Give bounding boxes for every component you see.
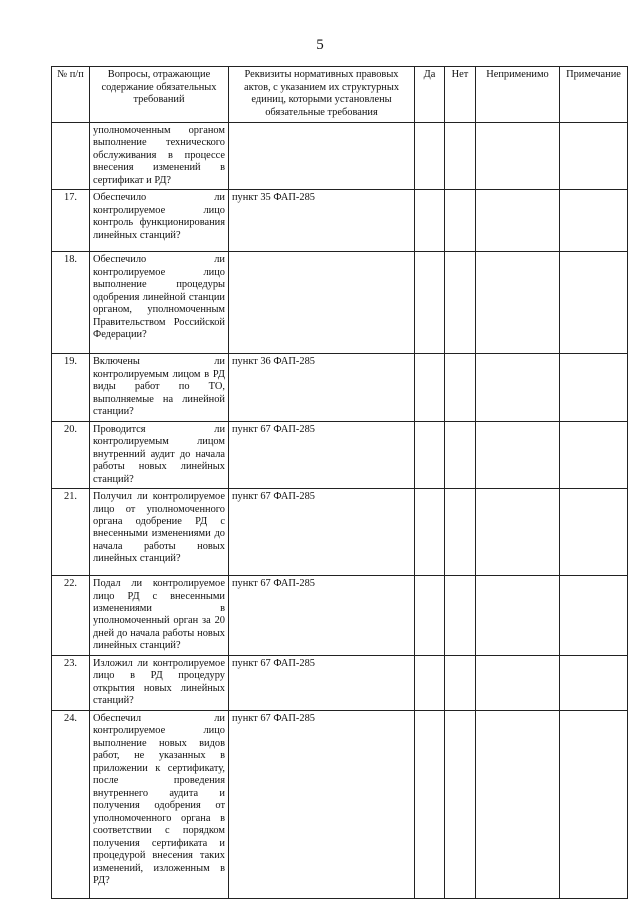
- table-row: [52, 421, 628, 488]
- cell-question: Изложил ли контролируемое лицо в РД процедуру открытия новых линейных станций?: [90, 655, 229, 710]
- cell-num: 23.: [52, 655, 90, 710]
- cell-not-applicable: [476, 122, 560, 189]
- cell-num: 20.: [52, 421, 90, 488]
- cell-no: [445, 489, 476, 576]
- cell-reference: [229, 122, 415, 189]
- cell-no: [445, 655, 476, 710]
- header-yes: Да: [415, 67, 445, 123]
- cell-not-applicable: [476, 252, 560, 354]
- cell-not-applicable: [476, 655, 560, 710]
- cell-note: [560, 710, 628, 898]
- cell-question: Получил ли контролируемое лицо от уполномоченного органа одобрение РД с внесенными изменениями до начала работы новых линейных станций?: [90, 489, 229, 576]
- cell-no: [445, 190, 476, 252]
- cell-question: Обеспечил ли контролируемое лицо выполнение новых видов работ, не указанных в приложении к сертификату, после проведения внутреннего аудита и получения одобрения от уполномоченного органа в соответствии с порядком получения сертификата и процедурой внесения таких изменений, изложенным в РД?: [90, 710, 229, 898]
- cell-question: Проводится ли контролируемым лицом внутренний аудит до начала работы новых линейных станций?: [90, 421, 229, 488]
- table-row: [52, 489, 628, 576]
- cell-not-applicable: [476, 576, 560, 656]
- cell-question: уполномоченным органом выполнение технического обслуживания в процессе внесения изменений в сертификат и РД?: [90, 122, 229, 189]
- cell-question: Обеспечило ли контролируемое лицо выполнение процедуры одобрения линейной станции органом, уполномоченным Правительством Российской Федерации?: [90, 252, 229, 354]
- cell-num: 21.: [52, 489, 90, 576]
- cell-not-applicable: [476, 421, 560, 488]
- table-row-continuation: [52, 122, 628, 189]
- cell-reference: пункт 67 ФАП-285: [229, 576, 415, 656]
- cell-note: [560, 576, 628, 656]
- cell-not-applicable: [476, 489, 560, 576]
- cell-reference: пункт 36 ФАП-285: [229, 354, 415, 421]
- cell-reference: [229, 252, 415, 354]
- cell-yes: [415, 190, 445, 252]
- cell-note: [560, 655, 628, 710]
- cell-question: Обеспечило ли контролируемое лицо контроль функционирования линейных станций?: [90, 190, 229, 252]
- cell-question: Включены ли контролируемым лицом в РД виды работ по ТО, выполняемые на линейной станции?: [90, 354, 229, 421]
- cell-reference: пункт 67 ФАП-285: [229, 421, 415, 488]
- header-row: [52, 67, 628, 123]
- cell-no: [445, 710, 476, 898]
- cell-num: [52, 122, 90, 189]
- header-no: Нет: [445, 67, 476, 123]
- table-row: [52, 252, 628, 354]
- table-row: [52, 190, 628, 252]
- header-not-applicable: Неприменимо: [476, 67, 560, 123]
- cell-reference: пункт 35 ФАП-285: [229, 190, 415, 252]
- header-note: Примечание: [560, 67, 628, 123]
- table-row: [52, 354, 628, 421]
- header-question: Вопросы, отражающие содержание обязательных требований: [90, 67, 229, 123]
- cell-yes: [415, 252, 445, 354]
- cell-no: [445, 122, 476, 189]
- cell-no: [445, 576, 476, 656]
- cell-question: Подал ли контролируемое лицо РД с внесенными изменениями в уполномоченный орган за 20 дней до начала работы новых линейных станций?: [90, 576, 229, 656]
- header-num: № п/п: [52, 67, 90, 123]
- table-row: [52, 655, 628, 710]
- cell-yes: [415, 489, 445, 576]
- cell-yes: [415, 655, 445, 710]
- cell-num: 17.: [52, 190, 90, 252]
- cell-note: [560, 252, 628, 354]
- table-row: [52, 576, 628, 656]
- cell-not-applicable: [476, 354, 560, 421]
- cell-reference: пункт 67 ФАП-285: [229, 489, 415, 576]
- cell-yes: [415, 354, 445, 421]
- cell-not-applicable: [476, 190, 560, 252]
- cell-yes: [415, 122, 445, 189]
- header-reference: Реквизиты нормативных правовых актов, с указанием их структурных единиц, которыми установлены обязательные требования: [229, 67, 415, 123]
- cell-yes: [415, 710, 445, 898]
- cell-note: [560, 190, 628, 252]
- cell-no: [445, 354, 476, 421]
- cell-num: 19.: [52, 354, 90, 421]
- cell-num: 18.: [52, 252, 90, 354]
- page-number: 5: [316, 37, 324, 53]
- cell-yes: [415, 421, 445, 488]
- cell-no: [445, 252, 476, 354]
- cell-note: [560, 354, 628, 421]
- checklist-table: [51, 66, 628, 899]
- cell-note: [560, 489, 628, 576]
- cell-num: 24.: [52, 710, 90, 898]
- cell-reference: пункт 67 ФАП-285: [229, 655, 415, 710]
- cell-not-applicable: [476, 710, 560, 898]
- cell-note: [560, 421, 628, 488]
- cell-note: [560, 122, 628, 189]
- cell-yes: [415, 576, 445, 656]
- table-row: [52, 710, 628, 898]
- cell-reference: пункт 67 ФАП-285: [229, 710, 415, 898]
- cell-num: 22.: [52, 576, 90, 656]
- cell-no: [445, 421, 476, 488]
